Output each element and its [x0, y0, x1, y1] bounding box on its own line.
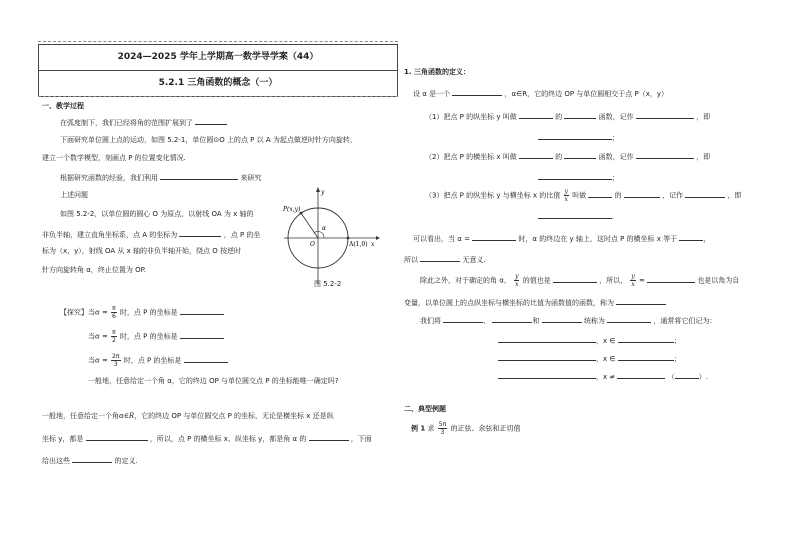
- left-para-4: [60, 171, 261, 183]
- blank-function: [309, 432, 349, 441]
- label-alpha: α: [322, 225, 327, 232]
- blank-list-2: [498, 352, 596, 361]
- def-para-2: [42, 432, 372, 444]
- blank-list-1: [498, 334, 596, 343]
- sin-text-b: 的: [555, 113, 563, 121]
- label-a: A(1,0): [349, 241, 368, 248]
- semi-2: ；: [612, 174, 619, 182]
- line-9-c: 和: [532, 317, 540, 325]
- blank-tan-2: [624, 189, 660, 198]
- section-definition: 1. 三角函数的定义：: [404, 68, 470, 76]
- left-para-9: 针方向旋转角 α，终止位置为 OP.: [42, 266, 146, 274]
- line-9-a: 我们将: [420, 317, 441, 325]
- label-o: O: [310, 241, 315, 248]
- line-5-a: 可以看出，当 α =: [413, 235, 470, 243]
- explore-text-1: 时，点 P 的坐标是: [119, 308, 178, 317]
- right-line-6: [404, 253, 486, 265]
- right-line-1-b: ，α∈R，它的终边 OP 与单位圆相交于点 P（x，y）: [504, 90, 669, 98]
- line-6-a: 所以: [404, 256, 418, 264]
- left-para-6: 如图 5.2-2，以单位圆的圆心 O 为原点，以射线 OA 为 x 轴的: [60, 210, 254, 218]
- left-para-1-text: 在弧度制下，我们已经将角的范围扩展到了: [60, 119, 193, 127]
- left-para-2: 下面研究单位圆上点的运动，如图 5.2-1，单位圆⊙O 上的点 P 以 A 为起点做逆时针方向旋转，: [60, 136, 357, 144]
- cos-text-c: 函数，记作: [598, 153, 634, 161]
- line-9-e: ，通常将它们记为：: [653, 317, 717, 325]
- line-9-d: 统称为: [583, 317, 605, 325]
- blank-cos-1: [519, 150, 553, 159]
- line-5-c: ，: [703, 235, 711, 243]
- def-para-2-a: 坐标 y，都是: [42, 435, 84, 443]
- def-para-1-c: ，它的终边 OP 与单位圆交点 P 的坐标，无论是横坐标 x 还是纵: [134, 412, 334, 420]
- def-para-2-c: ，下面: [350, 435, 372, 443]
- fraction-y-x-3: $\frac{y}{x}$: [631, 273, 635, 288]
- left-para-7-text-a: 非负半轴，建立直角坐标系，点 A 的坐标为: [42, 231, 178, 239]
- alpha-eq-2: α =: [95, 332, 108, 341]
- blank-sin-3: [636, 110, 694, 119]
- def-para-1-a: 一般地，任意给定一个角: [42, 412, 119, 420]
- line-7-a: 除此之外，对于确定的角 α，: [420, 276, 511, 285]
- line-7-c: ，所以，: [599, 276, 628, 285]
- def-para-1-b: α∈R: [119, 412, 135, 420]
- example-1-text-a: 求: [427, 424, 435, 433]
- right-line-7: [420, 273, 739, 288]
- fraction-pi-2: $\frac{\pi}{2}$: [111, 329, 116, 344]
- tan-text-c: 的: [614, 191, 622, 200]
- terminal-side-op: [301, 213, 318, 238]
- blank-unique-2: [553, 274, 597, 283]
- blank-tan-def: [647, 274, 695, 283]
- section-teaching-process: 一、教学过程: [42, 102, 84, 110]
- explore-row-2: [88, 329, 224, 344]
- left-para-3: 建立一个数学模型，刻画点 P 的位置变化情况.: [42, 154, 186, 162]
- example-1-text-b: 的正弦、余弦和正切值: [450, 424, 521, 433]
- blank-research-tool: [160, 171, 238, 180]
- paren-open: （: [667, 373, 675, 381]
- blank-tangent: [616, 296, 666, 305]
- def-para-2-b: ，所以，点 P 的横坐标 x、纵坐标 y，都是角 α 的: [149, 435, 307, 443]
- explore-label: 【探究】当: [60, 308, 95, 317]
- alpha-eq-3: α =: [95, 356, 108, 365]
- blank-list-2b: [618, 352, 674, 361]
- def-para-3: [42, 454, 138, 466]
- tan-text-b: 叫做: [572, 191, 587, 200]
- blank-x-value: [679, 232, 703, 241]
- right-line-cos-2: [538, 171, 619, 183]
- tan-text-a: （3）把点 P 的纵坐标 y 与横坐标 x 的比值: [425, 191, 561, 200]
- label-y: y: [321, 189, 325, 196]
- left-para-7-text-b: ，点 P 的坐: [223, 231, 261, 239]
- blank-list-3: [498, 370, 596, 379]
- x-axis-arrow: [376, 236, 380, 240]
- semi-list-2: ；: [673, 355, 681, 363]
- sin-text-a: （1）把点 P 的纵坐标 y 叫做: [425, 113, 517, 121]
- page-title: 2024—2025 学年上学期高一数学导学案（44）: [39, 45, 397, 71]
- def-para-1: [42, 411, 334, 421]
- tan-text-d: ，记作: [662, 191, 684, 200]
- label-p: P(x,y): [283, 206, 301, 213]
- blank-tan-4: [538, 210, 615, 221]
- line-7-e: 也是以角为自: [697, 276, 740, 285]
- blank-coord-3: [184, 354, 228, 363]
- def-para-3-b: 的定义.: [114, 457, 138, 465]
- explore-text-3: 时，点 P 的坐标是: [123, 356, 182, 365]
- example-1-label: 例 1: [411, 424, 426, 433]
- figure-caption: 图 5.2-2: [314, 280, 342, 288]
- line-6-b: 无意义.: [462, 256, 486, 264]
- list-row-1: [498, 334, 681, 346]
- y-axis-arrow: [316, 187, 320, 192]
- blank-cos-3: [636, 150, 694, 159]
- point-a: [347, 237, 350, 240]
- left-para-4-text-b: 来研究: [240, 174, 262, 182]
- generic-question: 一般地，任意给定一个角 α，它的终边 OP 与单位圆交点 P 的坐标能唯一确定吗?: [88, 377, 339, 385]
- blank-alpha-value: [472, 232, 516, 241]
- alpha-eq-1: α =: [95, 308, 108, 317]
- section-examples: 二、典型例题: [404, 405, 446, 413]
- example-1: [411, 421, 520, 436]
- explore-when-3: 当: [88, 356, 95, 365]
- fraction-y-x-2: $\frac{y}{x}$: [515, 273, 519, 288]
- blank-unique: [86, 432, 148, 441]
- right-line-8: [404, 296, 666, 308]
- line-7-b: 的值也是: [522, 276, 551, 285]
- semi-list-1: ；: [673, 337, 681, 345]
- left-para-4-text-a: 根据研究函数的经验，我们利用: [60, 174, 158, 182]
- explore-when-2: 当: [88, 332, 95, 341]
- line-8-a: 变量，以单位圆上的点纵坐标与横坐标的比值为函数值的函数，称为: [404, 299, 614, 307]
- right-line-tan: [425, 188, 742, 203]
- right-line-9: [420, 314, 716, 326]
- blank-tangent-2: [542, 314, 582, 323]
- blank-coord-2: [180, 330, 224, 339]
- sin-text-c: 函数，记作: [598, 113, 634, 121]
- explore-text-2: 时，点 P 的坐标是: [119, 332, 178, 341]
- left-para-8: 标为（x，y），射线 OA 从 x 轴的非负半轴开始，绕点 O 按逆时: [42, 247, 241, 255]
- blank-sin-2: [564, 110, 596, 119]
- header-bottom-rule: [38, 96, 398, 97]
- blank-cos-2: [564, 150, 596, 159]
- line-5-b: 时，α 的终边在 y 轴上，这时点 P 的横坐标 x 等于: [518, 235, 678, 243]
- list-row-2: [498, 352, 681, 364]
- cos-text-d: ，即: [696, 153, 711, 161]
- explore-row-1: [60, 305, 224, 320]
- blank-sin-1: [519, 110, 553, 119]
- left-para-7: [42, 228, 260, 240]
- blank-list-3c: [675, 370, 699, 379]
- header-box: [38, 44, 398, 97]
- unit-circle-figure: [280, 186, 380, 286]
- blank-point-a: [179, 228, 221, 237]
- list-2-text: ，x ∈: [596, 355, 616, 363]
- list-1-text: ，x ∈: [596, 337, 616, 345]
- right-line-cos: [425, 150, 710, 162]
- dot-list-3: .: [705, 373, 708, 381]
- def-para-3-a: 给出这些: [42, 457, 70, 465]
- line-7-d: =: [639, 276, 645, 285]
- blank-any-angle: [452, 87, 502, 96]
- right-line-sin: [425, 110, 710, 122]
- blank-trig: [607, 314, 651, 323]
- blank-list-1b: [618, 334, 674, 343]
- blank-tan-3: [685, 189, 725, 198]
- right-line-tan-2: [538, 210, 614, 221]
- lesson-title: 5.2.1 三角函数的概念（一）: [158, 78, 278, 88]
- tan-text-e: ，即: [727, 191, 742, 200]
- blank-sine: [443, 314, 483, 323]
- fraction-2pi-3: $\frac{2\pi}{3}$: [112, 353, 120, 368]
- list-row-3: [498, 370, 708, 382]
- blank-sin-4: [538, 131, 612, 140]
- blank-list-3b: [617, 370, 665, 379]
- blank-angle-range: [195, 116, 227, 125]
- fraction-y-x: $\frac{y}{x}$: [564, 188, 568, 203]
- blank-coord-1: [180, 306, 224, 315]
- sin-text-d: ，即: [696, 113, 711, 121]
- label-x: x: [371, 241, 375, 248]
- cos-text-a: （2）把点 P 的横坐标 x 叫做: [425, 153, 517, 161]
- right-line-1: [413, 87, 668, 99]
- right-line-sin-2: [538, 131, 619, 143]
- left-para-5: 上述问题: [60, 191, 88, 199]
- blank-undefined: [420, 253, 460, 262]
- paren-close: ）: [698, 373, 706, 381]
- fraction-5pi-3: $\frac{5\pi}{3}$: [438, 421, 447, 436]
- list-3-text: ，x ≠: [596, 373, 616, 381]
- blank-cosine: [492, 314, 532, 323]
- blank-these: [72, 454, 112, 463]
- explore-row-3: [88, 353, 228, 368]
- blank-tan-1: [588, 189, 612, 198]
- left-para-1: [60, 116, 227, 128]
- header-top-rule: [38, 41, 398, 42]
- dot-1: .: [612, 213, 615, 221]
- cos-text-b: 的: [555, 153, 563, 161]
- fraction-pi-6: $\frac{\pi}{6}$: [111, 305, 116, 320]
- right-line-1-a: 设 α 是一个: [413, 90, 451, 98]
- right-line-5: [413, 232, 710, 244]
- blank-cos-4: [538, 171, 612, 180]
- line-9-b: 、: [483, 317, 491, 325]
- semi-1: ；: [612, 134, 619, 142]
